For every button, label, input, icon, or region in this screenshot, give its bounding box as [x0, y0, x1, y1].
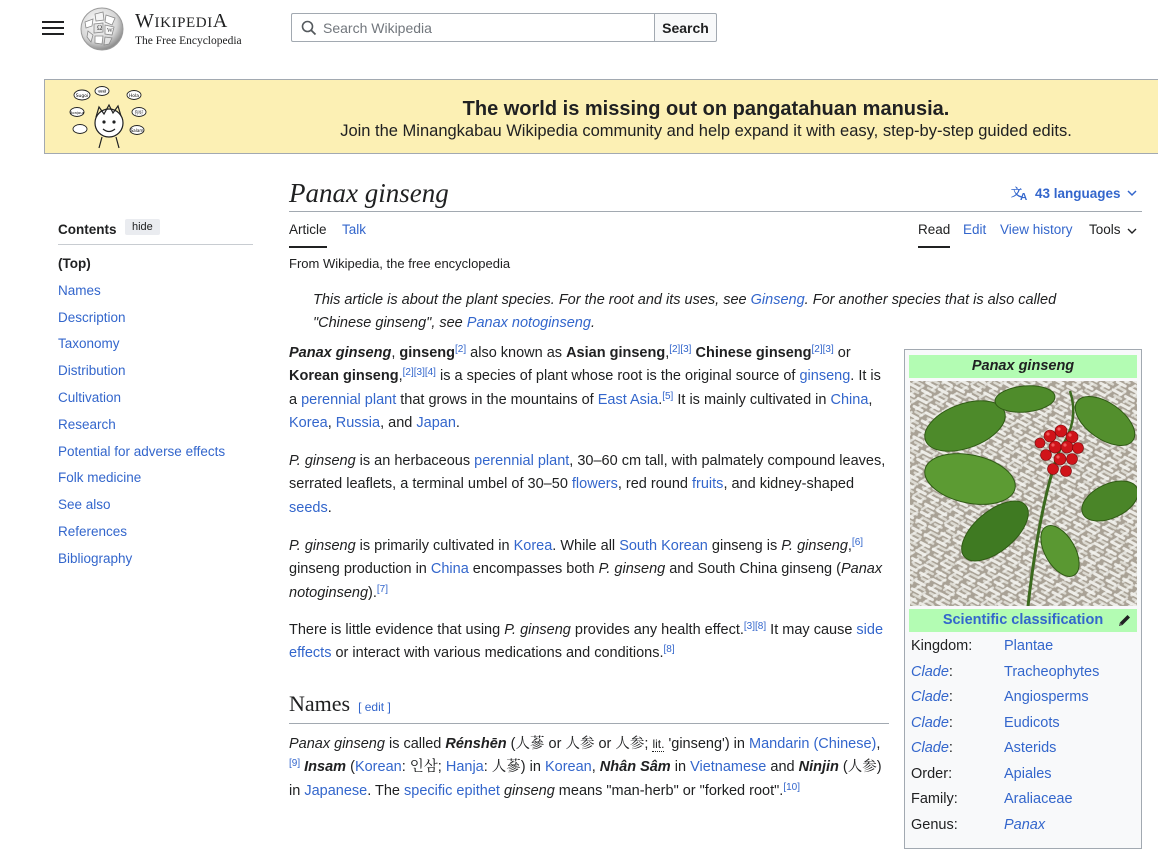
toc-item-names[interactable]: Names — [58, 282, 101, 298]
link-south-korean[interactable]: South Korean — [619, 538, 708, 554]
search-input[interactable] — [317, 15, 654, 41]
svg-text:A: A — [1020, 192, 1028, 201]
toc-item-adverse-effects[interactable]: Potential for adverse effects — [58, 443, 226, 459]
wordmark-title: WIKIPEDIA — [135, 10, 228, 32]
taxon-link[interactable]: Angiosperms — [1004, 689, 1089, 705]
intro-paragraph-4: There is little evidence that using P. ginseng provides any health effect.[3][8] It may cause side effects or interact with various medications and conditions.[8] — [289, 621, 884, 662]
translate-icon — [1011, 185, 1029, 201]
link-japanese[interactable]: Japanese — [304, 782, 368, 799]
tab-read[interactable]: Read — [918, 222, 950, 248]
taxon-link[interactable]: Apiales — [1004, 765, 1052, 782]
tools-label: Tools — [1089, 222, 1121, 237]
ref[interactable]: [5] — [662, 390, 674, 402]
hamburger-menu-icon[interactable] — [42, 17, 64, 39]
section-title: Names — [289, 691, 351, 716]
link-seeds[interactable]: seeds — [289, 499, 328, 516]
toc-item-research[interactable]: Research — [58, 416, 116, 432]
clade-link[interactable]: Clade — [911, 740, 949, 756]
taxon-link[interactable]: Eudicots — [1004, 714, 1060, 731]
tab-article[interactable]: Article — [289, 222, 327, 248]
link-ginseng[interactable]: Ginseng — [750, 292, 805, 308]
intro-paragraph-1: Panax ginseng, ginseng[2] also known as Asian ginseng,[2][3] Chinese ginseng[2][3] or Korean ginseng,[2][3][4] is a species of plant whose root is the original source of ginseng. It is a perennial plant that grows in the mountains of East Asia.[5] It is mainly cultivated in China, Korea, Russia, and Japan. — [289, 344, 881, 432]
pencil-edit-icon[interactable] — [1117, 613, 1132, 628]
taxonomy-row-clade: Clade: Angiosperms — [911, 686, 1137, 712]
link-specific-epithet[interactable]: specific epithet — [404, 782, 500, 799]
link-fruits[interactable]: fruits — [692, 476, 724, 493]
clade-link[interactable]: Clade — [911, 663, 949, 680]
link-mandarin-chinese[interactable]: Mandarin (Chinese) — [749, 736, 877, 752]
taxonomy-row-kingdom: Kingdom: Plantae — [911, 635, 1137, 661]
taxon-link[interactable]: Araliaceae — [1004, 791, 1073, 807]
section-edit-link[interactable]: [ edit ] — [358, 700, 391, 714]
clade-link[interactable]: Clade — [911, 689, 949, 705]
clade-link[interactable]: Clade — [911, 714, 949, 731]
ref[interactable]: [2][3] — [669, 344, 692, 355]
taxonomy-row-clade: Clade: Eudicots — [911, 712, 1137, 738]
link-hanja[interactable]: Hanja — [445, 759, 484, 776]
link-russia[interactable]: Russia — [335, 415, 381, 432]
taxonomy-row-family: Family: Araliaceae — [911, 788, 1137, 814]
tab-view-history[interactable]: View history — [1000, 222, 1073, 237]
taxon-link[interactable]: Tracheophytes — [1004, 663, 1100, 680]
taxon-link[interactable]: Plantae — [1004, 638, 1054, 654]
banner-subtitle: Join the Minangkabau Wikipedia community and help expand it with easy, step-by-step guided edits. — [340, 122, 1072, 140]
toc-header — [58, 219, 253, 245]
toc-hide-button[interactable]: hide — [125, 219, 160, 235]
taxonomy-rows — [911, 635, 1137, 839]
svg-text:Bonjour: Bonjour — [69, 110, 85, 115]
link-korean[interactable]: Korean — [544, 759, 592, 776]
language-button[interactable] — [1011, 185, 1137, 201]
link-korea[interactable]: Korea — [513, 538, 553, 554]
svg-text:W: W — [107, 28, 113, 34]
taxon-link[interactable]: Asterids — [1004, 740, 1057, 756]
classification-label: Scientific classification — [942, 612, 1104, 628]
link-east-asia[interactable]: East Asia — [597, 391, 659, 408]
link-vietnamese[interactable]: Vietnamese — [690, 759, 767, 776]
taxon-link[interactable]: Panax — [1004, 816, 1046, 833]
language-count: 43 languages — [1035, 185, 1121, 201]
toc-item-references[interactable]: References — [58, 523, 128, 539]
link-china[interactable]: China — [430, 561, 469, 578]
tools-menu[interactable] — [1089, 222, 1137, 248]
wordmark-tagline: The Free Encyclopedia — [135, 35, 242, 47]
search-button[interactable]: Search — [654, 13, 717, 42]
ref[interactable]: [6] — [851, 537, 864, 548]
link-flowers[interactable]: flowers — [571, 476, 618, 493]
svg-text:文: 文 — [1011, 186, 1022, 199]
svg-text:Hola: Hola — [128, 94, 140, 99]
wikipedia-globe-icon[interactable] — [79, 6, 125, 52]
svg-text:Salam: Salam — [130, 128, 144, 133]
toc-item-description[interactable]: Description — [58, 309, 126, 325]
link-perennial-plant[interactable]: perennial plant — [474, 453, 570, 469]
names-paragraph: Panax ginseng is called Rénshēn (人蔘 or 人参 or 人参; lit. 'ginseng') in Mandarin (Chinese),[9] Insam (Korean: 인삼; Hanja: 人蔘) in Korean, Nhân Sâm in Vietnamese and Ninjin (人参) in Japanese. The specific epithet ginseng means "man-herb" or "forked root".[10] — [289, 736, 882, 799]
link-ginseng[interactable]: ginseng — [799, 368, 851, 385]
ref[interactable]: [3][8] — [743, 621, 767, 632]
toc-item-bibliography[interactable]: Bibliography — [58, 550, 133, 566]
toc-item-top[interactable]: (Top) — [58, 256, 91, 271]
page-title: Panax ginseng — [289, 178, 449, 208]
svg-text:नमस्ते: नमस्ते — [97, 89, 107, 94]
taxobox-title: Panax ginseng — [909, 355, 1137, 378]
link-japan[interactable]: Japan — [416, 415, 456, 432]
intro-paragraph-3: P. ginseng is primarily cultivated in Korea. While all South Korean ginseng is P. ginseng,[6] ginseng production in China encompasses both P. ginseng and South China ginseng (Panax notoginseng).[7] — [289, 537, 883, 601]
tab-talk[interactable]: Talk — [342, 222, 367, 237]
toc-item-folk-medicine[interactable]: Folk medicine — [58, 470, 142, 486]
ginseng-plant-image[interactable] — [910, 381, 1137, 606]
ref[interactable]: [8] — [663, 644, 675, 656]
community-banner[interactable] — [44, 79, 1158, 154]
link-korea[interactable]: Korea — [289, 415, 328, 432]
ref[interactable]: [2] — [455, 344, 467, 355]
site-tagline: From Wikipedia, the free encyclopedia — [289, 256, 511, 271]
intro-paragraph-2: P. ginseng is an herbaceous perennial plant, 30–60 cm tall, with palmately compound leaves, serrated leaflets, a terminal umbel of 30–50 flowers, red round fruits, and kidney-shaped seeds. — [289, 453, 886, 516]
svg-text:Sugoi: Sugoi — [75, 94, 89, 99]
tab-edit[interactable]: Edit — [963, 222, 987, 237]
title-divider — [289, 211, 1142, 212]
ref[interactable]: [2][3] — [811, 344, 834, 355]
ref[interactable]: [7] — [376, 583, 388, 595]
scientific-classification-header[interactable] — [909, 609, 1137, 632]
hatnote: This article is about the plant species. For the root and its uses, see Ginseng. For another species that is also called "Chinese ginseng", see Panax notoginseng. — [313, 292, 1057, 331]
taxonomy-row-clade: Clade: Tracheophytes — [911, 661, 1137, 687]
taxonomy-row-clade: Clade: Asterids — [911, 737, 1137, 763]
chevron-down-icon — [1127, 188, 1137, 198]
wikipedia-wordmark[interactable] — [135, 10, 242, 48]
section-heading-names — [289, 691, 889, 724]
link-side-effects[interactable]: side effects — [289, 622, 884, 662]
toc-title: Contents — [58, 222, 117, 237]
banner-title: The world is missing out on pangatahuan manusia. — [462, 98, 950, 120]
speech-bubbles-illustration-icon — [69, 85, 149, 149]
ref[interactable]: [10] — [783, 781, 800, 793]
link-china[interactable]: China — [830, 391, 869, 408]
toc-item-distribution[interactable]: Distribution — [58, 363, 126, 379]
link-perennial-plant[interactable]: perennial plant — [301, 391, 397, 408]
toc-item-see-also[interactable]: See also — [58, 497, 111, 513]
chevron-down-icon — [1127, 226, 1137, 236]
svg-text:Ω: Ω — [97, 24, 103, 32]
toc-item-cultivation[interactable]: Cultivation — [58, 389, 122, 405]
search-icon — [301, 20, 317, 36]
ref[interactable]: [2][3][4] — [402, 367, 436, 379]
taxobox — [904, 349, 1142, 849]
search-box[interactable] — [291, 13, 654, 42]
toc-list — [58, 255, 225, 577]
link-panax-notoginseng[interactable]: Panax notoginseng — [466, 315, 591, 331]
svg-text:你好: 你好 — [134, 111, 144, 116]
toc-item-taxonomy[interactable]: Taxonomy — [58, 336, 120, 352]
taxonomy-row-genus: Genus: Panax — [911, 814, 1137, 840]
ref[interactable]: [9] — [289, 758, 301, 770]
link-korean[interactable]: Korean — [354, 759, 402, 776]
taxonomy-row-order: Order: Apiales — [911, 763, 1137, 789]
